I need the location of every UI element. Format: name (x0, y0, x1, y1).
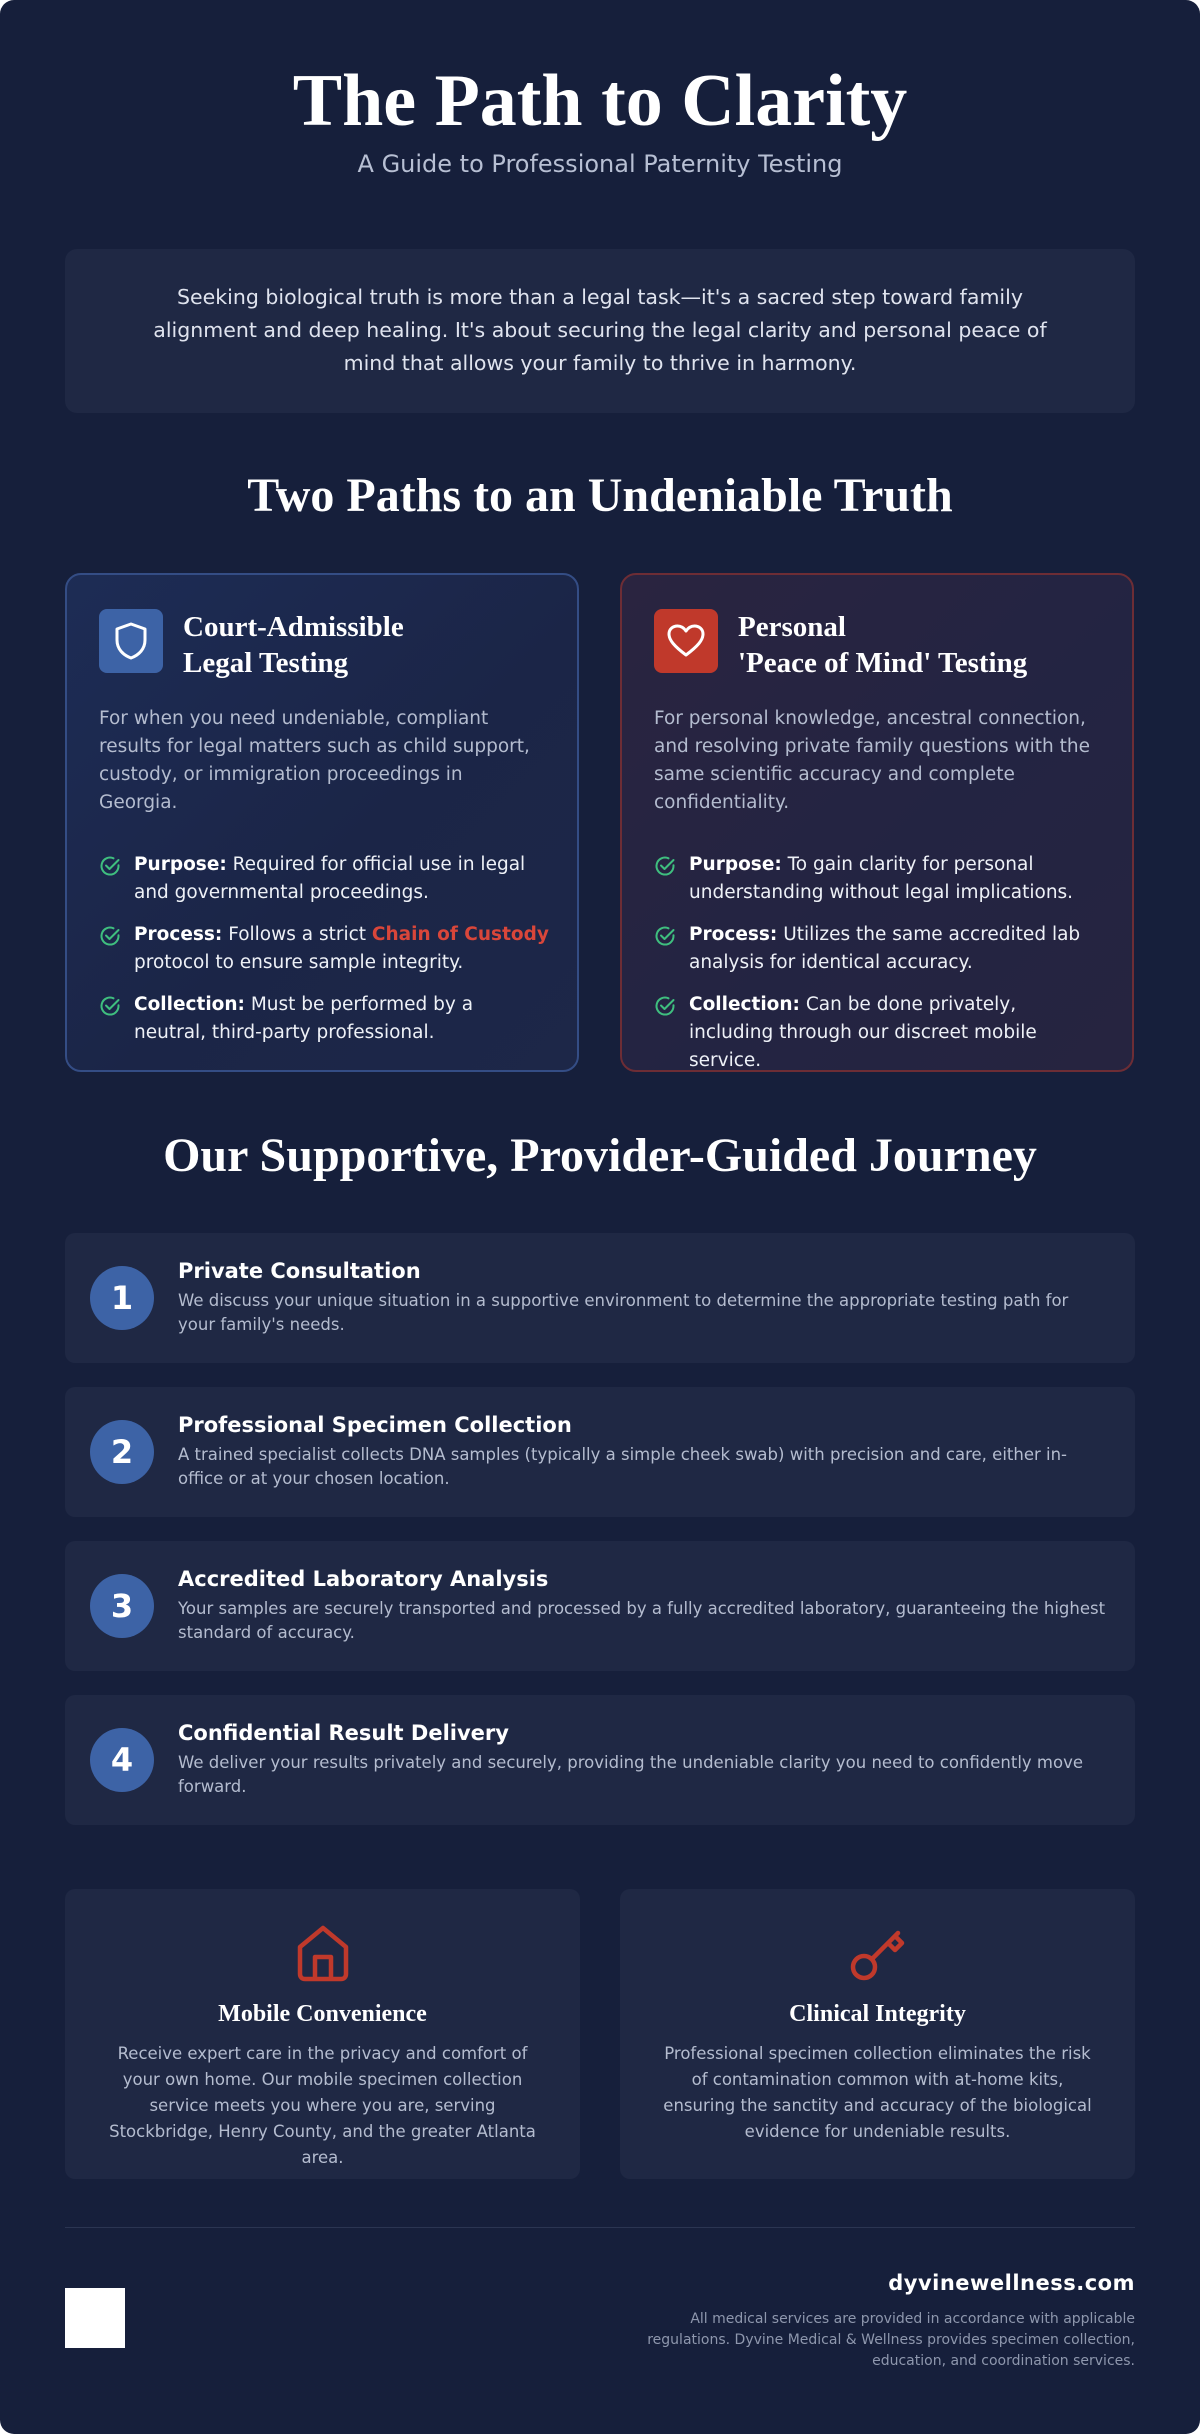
feature-title: Clinical Integrity (789, 2001, 966, 2027)
process-label: Process: (689, 924, 778, 945)
legal-title-line2: Legal Testing (183, 647, 349, 679)
personal-title-line2: 'Peace of Mind' Testing (738, 647, 1028, 679)
site-url[interactable]: dyvinewellness.com (888, 2271, 1135, 2295)
key-icon (848, 1923, 908, 1983)
journey-step (65, 1387, 1135, 1517)
personal-feature-purpose (654, 851, 1104, 907)
collection-text: Can be done privately, including through our discreet mobile service. (689, 994, 1037, 1071)
step-description: We deliver your results privately and securely, providing the undeniable clarity you need to confidently move forward. (178, 1753, 1084, 1796)
personal-card-description: For personal knowledge, ancestral connection, and resolving private family questions with the same scientific accuracy and complete confidentiality. (654, 708, 1091, 813)
step-number-badge: 2 (90, 1420, 154, 1484)
step-title: Confidential Result Delivery (178, 1721, 509, 1745)
process-text: Follows a strict (222, 924, 372, 945)
footer-disclaimer: All medical services are provided in accordance with applicable regulations. Dyvine Medical & Wellness provides specimen collection, education, and coordination services. (647, 2311, 1135, 2369)
check-icon (99, 855, 121, 877)
intro-text: Seeking biological truth is more than a legal task—it's a sacred step toward family alignment and deep healing. It's about securing the legal clarity and personal peace of mind that allows your family to thrive in harmony. (153, 285, 1047, 375)
step-number-badge: 3 (90, 1574, 154, 1638)
collection-label: Collection: (134, 994, 245, 1015)
home-icon (294, 1923, 352, 1983)
page-title: The Path to Clarity (292, 60, 908, 142)
purpose-text: To gain clarity for personal understanding without legal implications. (689, 854, 1074, 903)
journey-step (65, 1233, 1135, 1363)
intro-box (65, 249, 1135, 413)
check-icon (99, 925, 121, 947)
personal-title-line1: Personal (738, 611, 846, 643)
personal-card-title (738, 609, 1027, 681)
process-text: Utilizes the same accredited lab analysis for identical accuracy. (689, 924, 1081, 973)
legal-title-line1: Court-Admissible (183, 611, 404, 643)
legal-feature-purpose (99, 851, 549, 907)
legal-feature-collection (99, 991, 549, 1047)
step-title: Private Consultation (178, 1259, 421, 1283)
legal-card-description: For when you need undeniable, compliant results for legal matters such as child support, custody, or immigration proceedings in Georgia. (99, 708, 530, 813)
step-title: Professional Specimen Collection (178, 1413, 572, 1437)
check-icon (99, 995, 121, 1017)
step-description: Your samples are securely transported and processed by a fully accredited laboratory, guaranteeing the highest standard of accuracy. (178, 1599, 1106, 1642)
personal-feature-list (654, 837, 1104, 1075)
personal-testing-card (620, 573, 1134, 1072)
feature-card-mobile (65, 1889, 580, 2179)
journey-step (65, 1695, 1135, 1825)
purpose-label: Purpose: (134, 854, 227, 875)
step-description: A trained specialist collects DNA samples (typically a simple cheek swab) with precision and care, either in-office or at your chosen location. (178, 1445, 1068, 1488)
step-number-badge: 1 (90, 1266, 154, 1330)
personal-feature-collection (654, 991, 1104, 1075)
check-icon (654, 925, 676, 947)
paths-heading: Two Paths to an Undeniable Truth (247, 469, 953, 522)
feature-title: Mobile Convenience (218, 2001, 427, 2027)
step-title: Accredited Laboratory Analysis (178, 1567, 549, 1591)
heart-icon (654, 609, 718, 673)
check-icon (654, 995, 676, 1017)
chain-of-custody-highlight: Chain of Custody (371, 924, 549, 945)
feature-card-clinical (620, 1889, 1135, 2179)
step-number-badge: 4 (90, 1728, 154, 1792)
footer-divider (65, 2227, 1135, 2228)
journey-heading: Our Supportive, Provider-Guided Journey (163, 1129, 1037, 1182)
legal-feature-process (99, 921, 549, 977)
shield-icon (99, 609, 163, 673)
purpose-label: Purpose: (689, 854, 782, 875)
page-subtitle: A Guide to Professional Paternity Testing (357, 150, 843, 178)
legal-testing-card (65, 573, 579, 1072)
step-description: We discuss your unique situation in a supportive environment to determine the appropriate testing path for your family's needs. (178, 1291, 1069, 1334)
legal-feature-list (99, 837, 549, 1047)
collection-text: Must be performed by a neutral, third-party professional. (134, 994, 474, 1043)
logo (65, 2288, 125, 2348)
journey-step (65, 1541, 1135, 1671)
personal-feature-process (654, 921, 1104, 977)
collection-label: Collection: (689, 994, 800, 1015)
purpose-text: Required for official use in legal and governmental proceedings. (134, 854, 526, 903)
check-icon (654, 855, 676, 877)
feature-description: Professional specimen collection eliminates the risk of contamination common with at-home kits, ensuring the sanctity and accuracy of the biological evidence for undeniable results. (663, 2044, 1092, 2141)
process-text-end: protocol to ensure sample integrity. (134, 952, 464, 973)
feature-description: Receive expert care in the privacy and comfort of your own home. Our mobile specimen collection service meets you where you are, serving Stockbridge, Henry County, and the greater Atlanta area. (109, 2044, 536, 2167)
legal-card-title (183, 609, 404, 681)
process-label: Process: (134, 924, 223, 945)
